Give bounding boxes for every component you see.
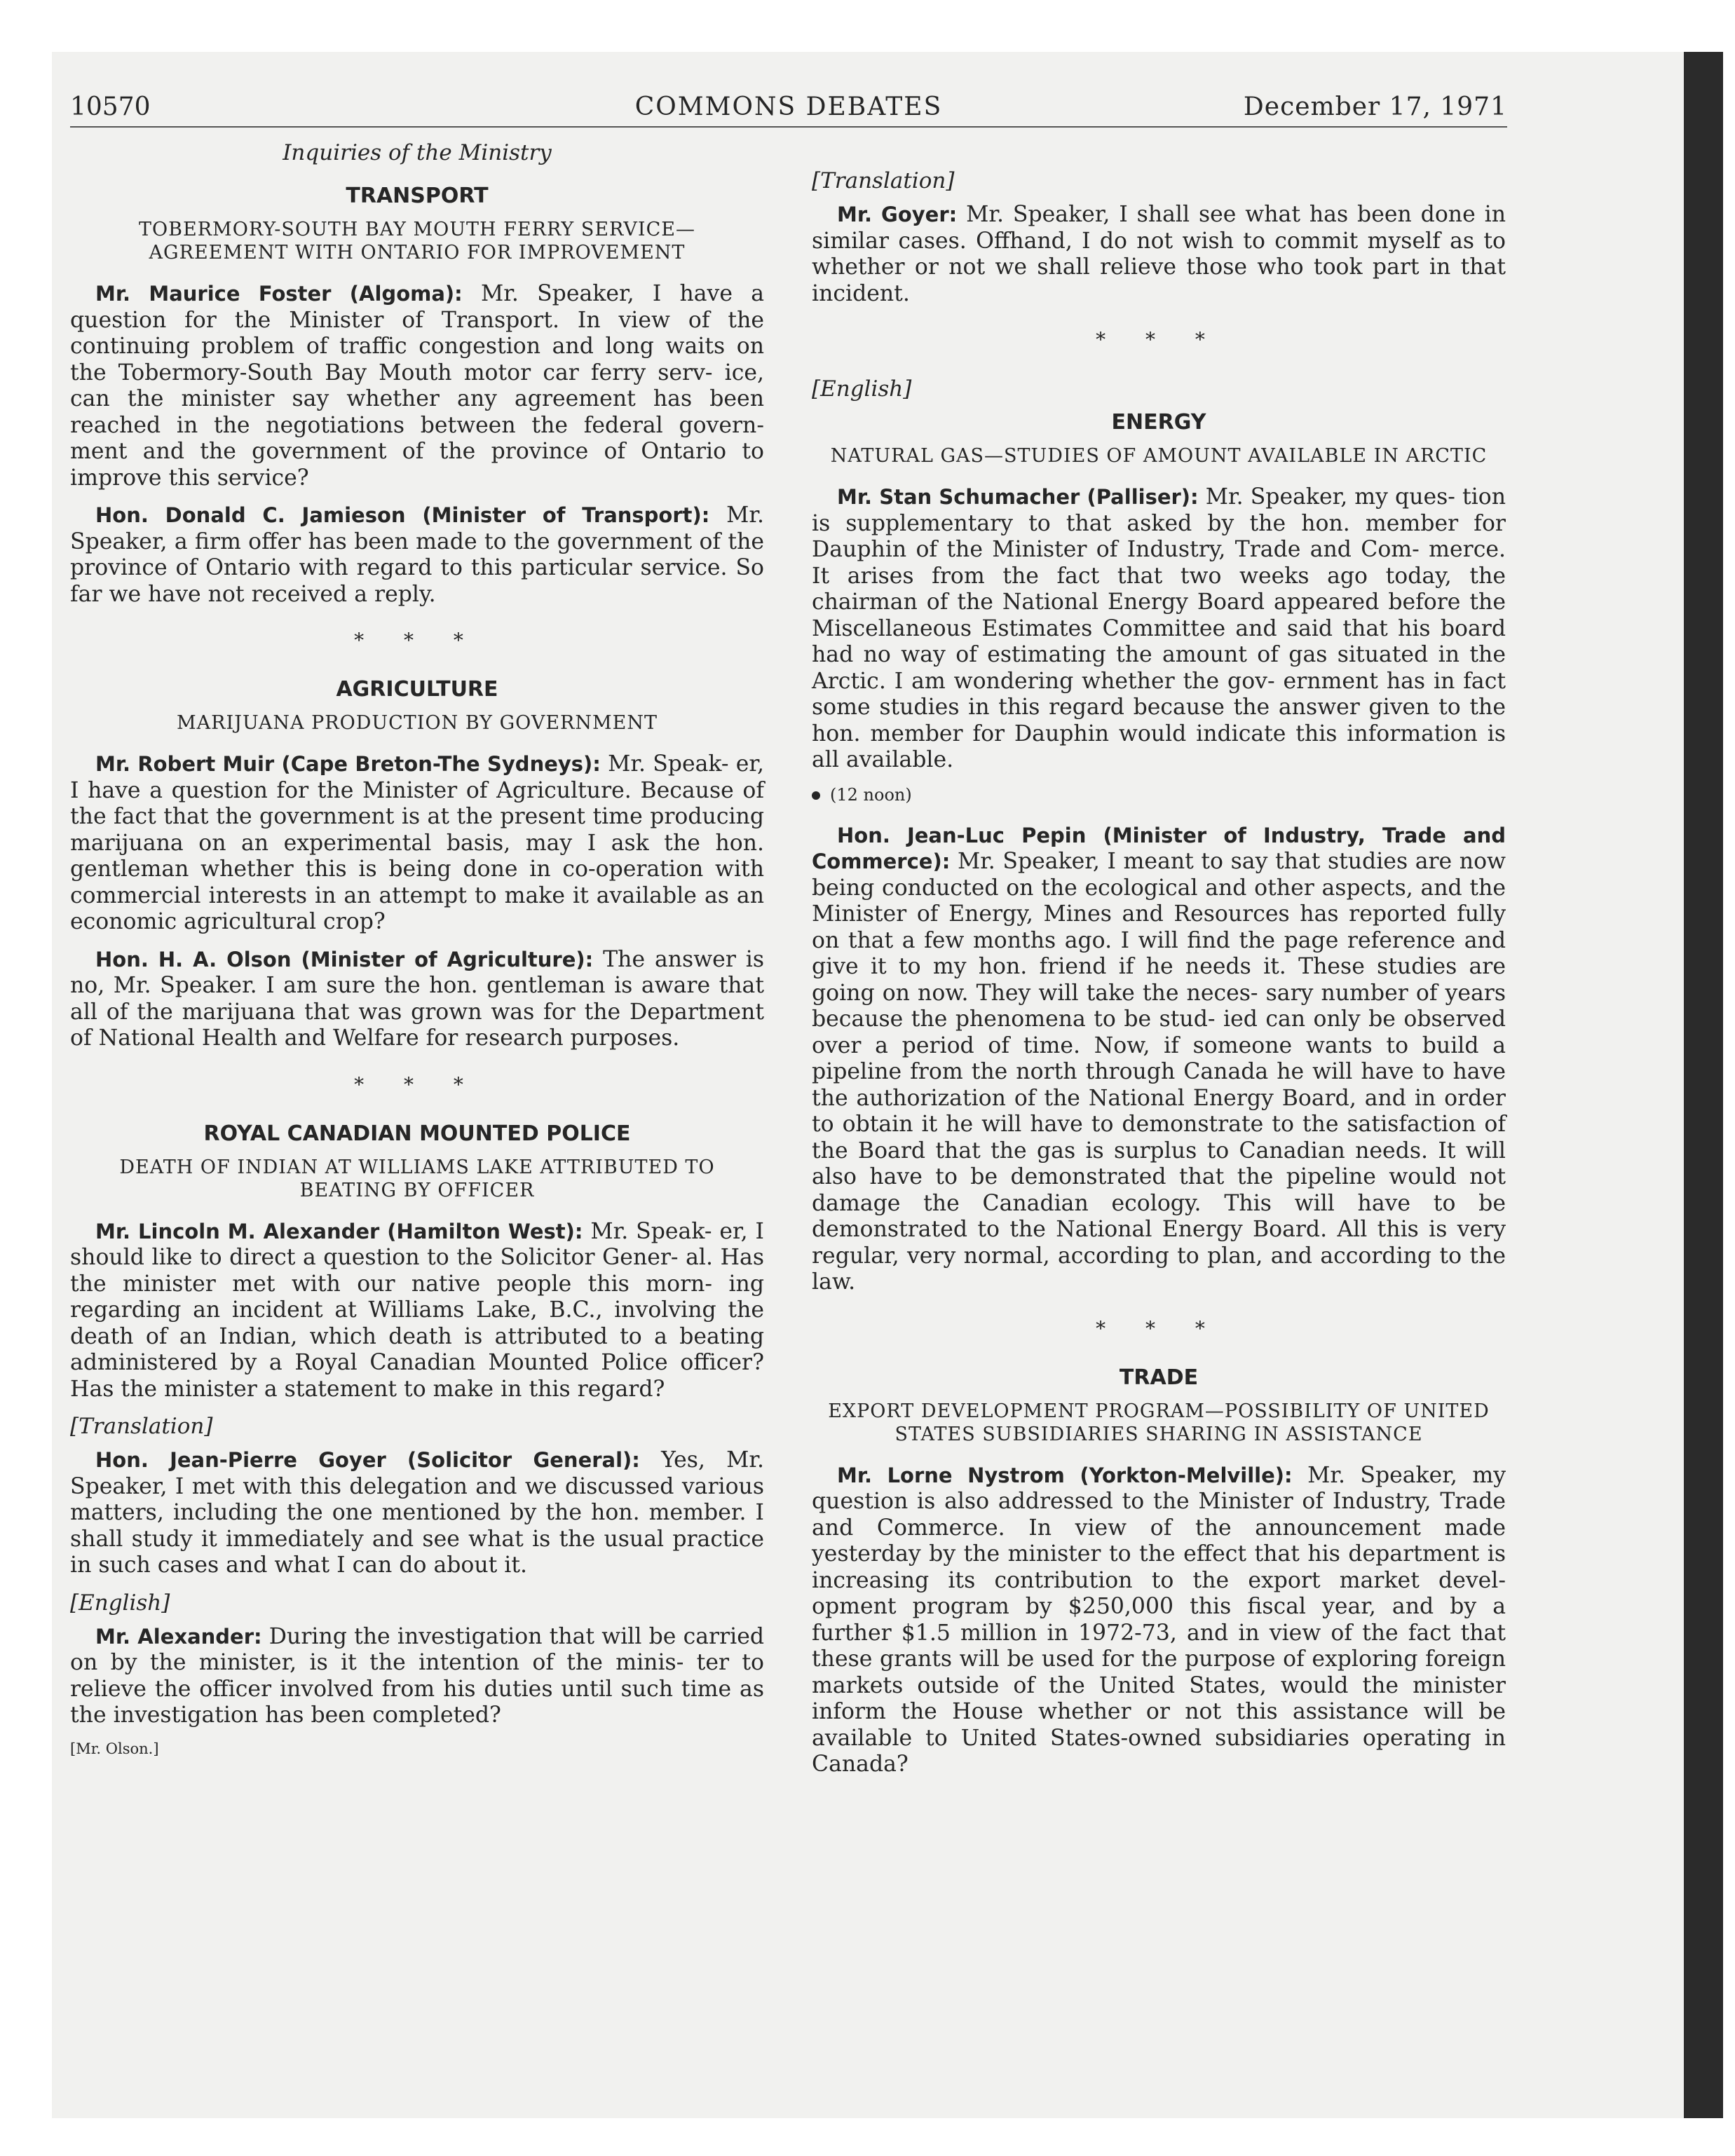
page-footnote: [Mr. Olson.] [70,1740,159,1757]
speaker-name: Mr. Lincoln M. Alexander (Hamilton West): [95,1219,583,1243]
publication-title: COMMONS DEBATES [634,93,943,121]
speaker-name: Mr. Goyer: [837,203,958,226]
speaker-name: Mr. Lorne Nystrom (Yorkton-Melville): [837,1463,1293,1487]
speech-alexander [70,1219,764,1403]
issue-date: December 17, 1971 [1243,93,1507,121]
right-column [812,168,1506,1789]
section-separator: * * * [1096,1316,1222,1340]
section-rubric: Inquiries of the Ministry [283,140,552,165]
speech-pepin [812,823,1506,1296]
section-heading-agriculture: AGRICULTURE [336,677,498,702]
speech-text: Mr. Speaker, a firm offer has been made to the government of the province of Ontario with regard to this particular service. So far we have not received a reply. [70,503,764,607]
speech-alexander-followup [70,1624,764,1729]
subheading-natural-gas: NATURAL GAS—STUDIES OF AMOUNT AVAILABLE IN ARCTIC [830,445,1488,467]
section-separator: * * * [1096,328,1222,351]
time-marker [812,785,1506,805]
time-marker-text: (12 noon) [830,784,912,805]
speech-text: The answer is no, Mr. Speaker. I am sure the hon. gentleman is aware that all of the marijuana that was grown was for the Department of National Health and Welfare for research purposes. [70,946,765,1051]
page-header [70,84,1507,128]
speech-text: Yes, Mr. Speaker, I met with this delegation and we discussed various matters, including the one mentioned by the hon. member. I shall study it immediately and see what is the usual practice in such cases and what I can do about it. [70,1447,764,1578]
speech-text: Mr. Speaker, my question is also addressed to the Minister of Industry, Trade and Commerce. In view of the announcement made yesterday by the minister to the effect that his department is increasing its contribution to the export market devel- opment program by $250,000 this fiscal year, and by a further $1.5 million in 1972-73, and in view of the fact that these grants will be used for the purpose of exploring foreign markets outside of the United States, would the minister inform the House whether or not this assistance will be available to United States-owned subsidiaries operating in Canada? [812,1462,1506,1777]
speaker-name: Hon. Donald C. Jamieson (Minister of Transport): [95,503,710,527]
speaker-name: Hon. H. A. Olson (Minister of Agriculture): [95,947,594,971]
speech-olson [70,947,764,1052]
speaker-name: Mr. Maurice Foster (Algoma): [95,282,463,306]
speaker-name: Hon. Jean-Luc Pepin (Minister of Industry, Trade and Commerce): [812,823,1506,873]
left-column [70,140,764,1757]
translation-marker: [Translation] [812,168,955,193]
speech-muir [70,751,764,936]
speaker-name: Mr. Robert Muir (Cape Breton-The Sydneys): [95,752,601,776]
english-marker: [English] [70,1590,170,1616]
section-separator: * * * [354,629,480,652]
speech-text: Mr. Speaker, my ques- tion is supplementary to that asked by the hon. member for Dauphin of the Minister of Industry, Trade and Com- merce. It arises from the fact that two weeks ago today, the chairman of the National Energy Board appeared before the Miscellaneous Estimates Committee and said that his board had no way of estimating the amount of gas situated in the Arctic. I am wondering whether the gov- ernment has in fact some studies in this regard because the answer given to the hon. member for Dauphin would indicate this information is all available. [812,484,1506,772]
speaker-name: Mr. Stan Schumacher (Palliser): [837,485,1199,509]
speech-goyer-reply [812,202,1506,307]
section-heading-trade: TRADE [1119,1365,1199,1390]
english-marker: [English] [812,376,912,402]
scan-edge-bar [1684,52,1723,2118]
speaker-name: Hon. Jean-Pierre Goyer (Solicitor General): [95,1448,640,1472]
speaker-name: Mr. Alexander: [95,1624,262,1649]
subheading-export-program: EXPORT DEVELOPMENT PROGRAM—POSSIBILITY OF UNITED STATES SUBSIDIARIES SHARING IN ASSISTANCE [828,1400,1490,1445]
section-heading-transport: TRANSPORT [346,184,489,208]
speech-text: Mr. Speak- er, I should like to direct a question to the Solicitor Gener- al. Has the minister met with our native people this morn- ing regarding an incident at Williams Lake, B.C., involving the death of an Indian, which death is attributed to a beating administered by a Royal Canadian Mounted Police officer? Has the minister a statement to make in this regard? [70,1218,764,1402]
subheading-ferry-service: TOBERMORY-SOUTH BAY MOUTH FERRY SERVICE— AGREEMENT WITH ONTARIO FOR IMPROVEMENT [139,219,695,264]
speech-text: Mr. Speak- er, I have a question for the Minister of Agriculture. Because of the fact that the government is at the present time producing marijuana on an experimental basis, may I ask the hon. gentleman whether this is being done in co-operation with commercial interests in an attempt to make it available as an economic agricultural crop? [70,751,765,934]
bullet-icon [812,791,820,800]
subheading-marijuana: MARIJUANA PRODUCTION BY GOVERNMENT [177,712,658,734]
speech-text: Mr. Speaker, I shall see what has been done in similar cases. Offhand, I do not wish to commit myself as to whether or not we shall relieve those who took part in that incident. [812,202,1506,306]
speech-goyer [70,1447,764,1579]
speech-nystrom [812,1463,1506,1778]
speech-text: Mr. Speaker, I meant to say that studies are now being conducted on the ecological and other aspects, and the Minister of Energy, Mines and Resources has reported fully on that a few months ago. I will find the page reference and give it to my hon. friend if he needs it. These studies are going on now. They will take the neces- sary number of years because the phenomena to be stud- ied can only be observed over a period of time. Now, if someone wants to build a pipeline from the north through Canada he will have to have the authorization of the National Energy Board, and in order to obtain it he will have to demonstrate to the satisfaction of the Board that the gas is surplus to Canadian needs. It will also have to be demonstrated that the pipeline would not damage the Canadian ecology. This will have to be demonstrated to the National Energy Board. All this is very regular, very normal, according to plan, and according to the law. [812,849,1506,1295]
subheading-williams-lake: DEATH OF INDIAN AT WILLIAMS LAKE ATTRIBUTED TO BEATING BY OFFICER [119,1156,715,1201]
speech-foster [70,281,764,491]
speech-text: During the investigation that will be carried on by the minister, is it the intention of the minis- ter to relieve the officer involved from his duties until such time as the investigation has been completed? [70,1623,765,1728]
translation-marker: [Translation] [70,1414,213,1439]
speech-text: Mr. Speaker, I have a question for the Minister of Transport. In view of the continuing problem of traffic congestion and long waits on the Tobermory-South Bay Mouth motor car ferry serv- ice, can the minister say whether any agreement has been reached in the negotiations between the federal govern- ment and the government of the province of Ontario to improve this service? [70,281,764,491]
speech-jamieson [70,503,764,608]
speech-schumacher [812,484,1506,774]
page-number: 10570 [70,93,151,121]
section-heading-rcmp: ROYAL CANADIAN MOUNTED POLICE [203,1121,631,1146]
section-separator: * * * [354,1072,480,1096]
section-heading-energy: ENERGY [1111,410,1206,435]
